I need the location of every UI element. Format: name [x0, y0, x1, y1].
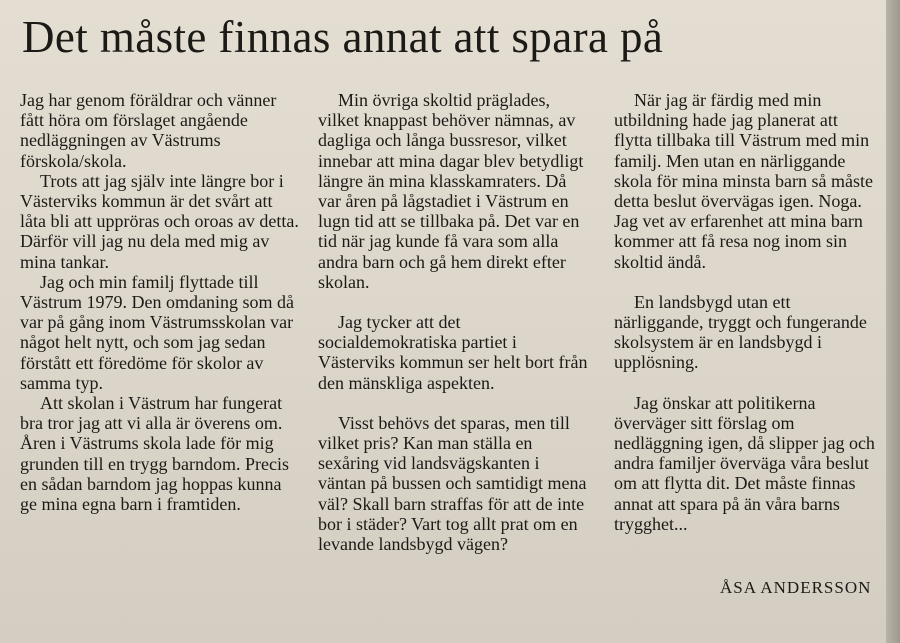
- headline: Det måste finnas annat att spara på: [22, 12, 664, 62]
- paragraph: Jag önskar att politikerna överväger sitt förslag om nedläggning igen, då slipper jag och andra familjer överväga våra beslut om att flytta dit. Det måste finnas annat att spara på än våra barns trygghet...: [614, 392, 875, 534]
- column-2: [318, 90, 590, 554]
- paragraph: Jag har genom föräldrar och vänner fått höra om förslaget angående nedläggningen av Västrums förskola/skola.: [20, 90, 277, 171]
- column-1: [20, 90, 300, 514]
- paragraph: Trots att jag själv inte längre bor i Västerviks kommun är det svårt att låta bli att uppröras och oroas av detta. Därför vill jag nu dela med mig av mina tankar.: [20, 170, 299, 272]
- paragraph: Jag och min familj flyttade till Västrum 1979. Den omdaning som då var på gång inom Västrumsskolan var något helt nytt, och som jag sedan förstått ett föredöme för skolor av samma typ.: [20, 271, 294, 393]
- paragraph: Att skolan i Västrum har fungerat bra tror jag att vi alla är överens om. Åren i Västrums skola lade för mig grunden till en trygg barndom. Precis en sådan barndom jag hoppas kunna ge mina egna barn i framtiden.: [20, 393, 289, 515]
- column-3: [614, 90, 879, 534]
- author-signature: ÅSA ANDERSSON: [720, 578, 872, 597]
- paragraph: När jag är färdig med min utbildning hade jag planerat att flytta tillbaka till Västrum med min familj. Men utan en närliggande skola för mina minsta barn så måste detta beslut övervägas igen. Noga. Jag vet av erfarenhet att mina barn kommer att få resa nog inom sin skoltid ändå.: [614, 90, 873, 272]
- paragraph: Min övriga skoltid präglades, vilket knappast behöver nämnas, av dagliga och långa bussresor, vilket innebar att mina dagar blev betydligt längre än mina klasskamraters. Då var åren på lågstadiet i Västrum en lugn tid att se tillbaka på. Det var en tid när jag kunde få vara som alla andra barn och gå hem direkt efter skolan.: [318, 90, 584, 292]
- paragraph: En landsbygd utan ett närliggande, tryggt och fungerande skolsystem är en landsbygd i upplösning.: [614, 291, 867, 373]
- page-edge: [886, 0, 900, 643]
- paragraph: Visst behövs det sparas, men till vilket pris? Kan man ställa en sexåring vid landsvägskanten i väntan på bussen och samtidigt mena väl? Skall barn straffas för att de inte bor i städer? Vart tog allt prat om en levande landsbygd vägen?: [318, 412, 587, 555]
- paragraph: Jag tycker att det socialdemokratiska partiet i Västerviks kommun ser helt bort från den mänskliga aspekten.: [318, 312, 588, 393]
